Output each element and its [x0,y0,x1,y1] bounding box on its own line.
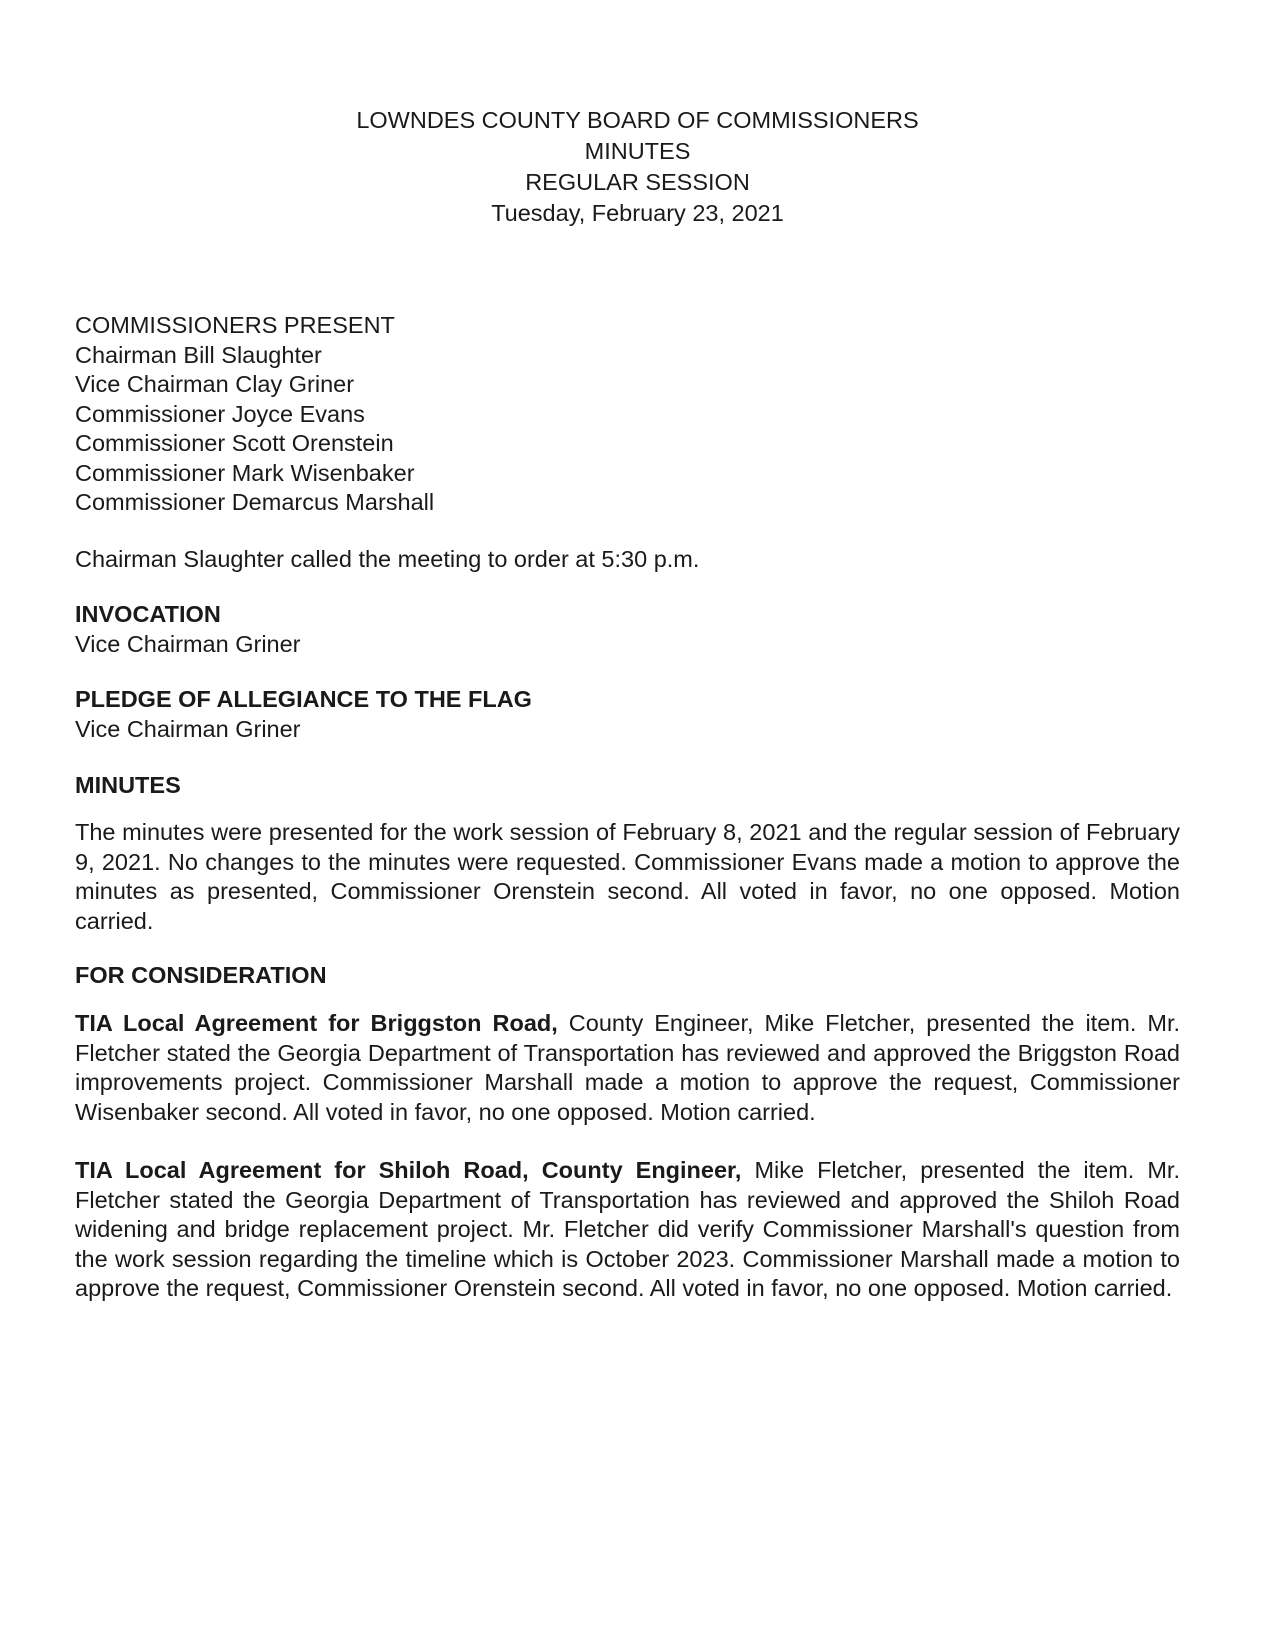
attendance-heading: COMMISSIONERS PRESENT [75,312,395,338]
invocation-text: Vice Chairman Griner [75,630,301,657]
pledge-section [75,685,1180,744]
call-to-order-text: Chairman Slaughter called the meeting to order at 5:30 p.m. [75,546,700,572]
minutes-paragraph: The minutes were presented for the work session of February 8, 2021 and the regular session of February 9, 2021. No changes to the minutes were requested. Commissioner Evans made a motion to approve the minutes as presented, Commissioner Orenstein second. All voted in favor, no one opposed. Motion carried. [75,819,1180,934]
session-type: REGULAR SESSION [525,169,750,195]
consideration-section [75,961,1180,991]
attendee: Commissioner Scott Orenstein [75,430,394,456]
document-header [0,105,1275,229]
consideration-heading: FOR CONSIDERATION [75,962,327,988]
attendee: Commissioner Demarcus Marshall [75,489,435,515]
pledge-heading: PLEDGE OF ALLEGIANCE TO THE FLAG [75,686,532,712]
call-to-order [75,545,1180,575]
agenda-item-briggston [75,1009,1180,1127]
agenda-item-text: County Engineer, Mike Fletcher, presented the item. Mr. Fletcher stated the Georgia Department of Transportation has reviewed and approved the Briggston Road improvements project. Commissioner Marshall made a motion to approve the request, Commissioner Wisenbaker second. All voted in favor, no one opposed. Motion carried. [75,1010,1181,1125]
attendee: Chairman Bill Slaughter [75,341,322,368]
attendee: Commissioner Joyce Evans [75,400,365,427]
meeting-date: Tuesday, February 23, 2021 [491,200,784,226]
agenda-item-shiloh [75,1156,1180,1304]
attendee: Commissioner Mark Wisenbaker [75,459,415,486]
agenda-item-text: Mike Fletcher, presented the item. Mr. Fletcher stated the Georgia Department of Transportation has reviewed and approved the Shiloh Road widening and bridge replacement project. Mr. Fletcher did verify Commissioner Marshall's question from the work session regarding the timeline which is October 2023. Commissioner Marshall made a motion to approve the request, Commissioner Orenstein second. All voted in favor, no one opposed. Motion carried. [75,1157,1180,1301]
minutes-heading: MINUTES [75,772,181,798]
org-name: LOWNDES COUNTY BOARD OF COMMISSIONERS [356,107,919,133]
invocation-section [75,600,1180,659]
attendance-section [75,311,1180,518]
agenda-item-title: TIA Local Agreement for Briggston Road, [75,1010,558,1036]
pledge-text: Vice Chairman Griner [75,715,301,742]
doc-type: MINUTES [584,138,691,164]
minutes-section [75,771,1180,801]
attendee: Vice Chairman Clay Griner [75,371,355,397]
invocation-heading: INVOCATION [75,601,221,627]
agenda-item-title: TIA Local Agreement for Shiloh Road, County Engineer, [75,1157,742,1183]
